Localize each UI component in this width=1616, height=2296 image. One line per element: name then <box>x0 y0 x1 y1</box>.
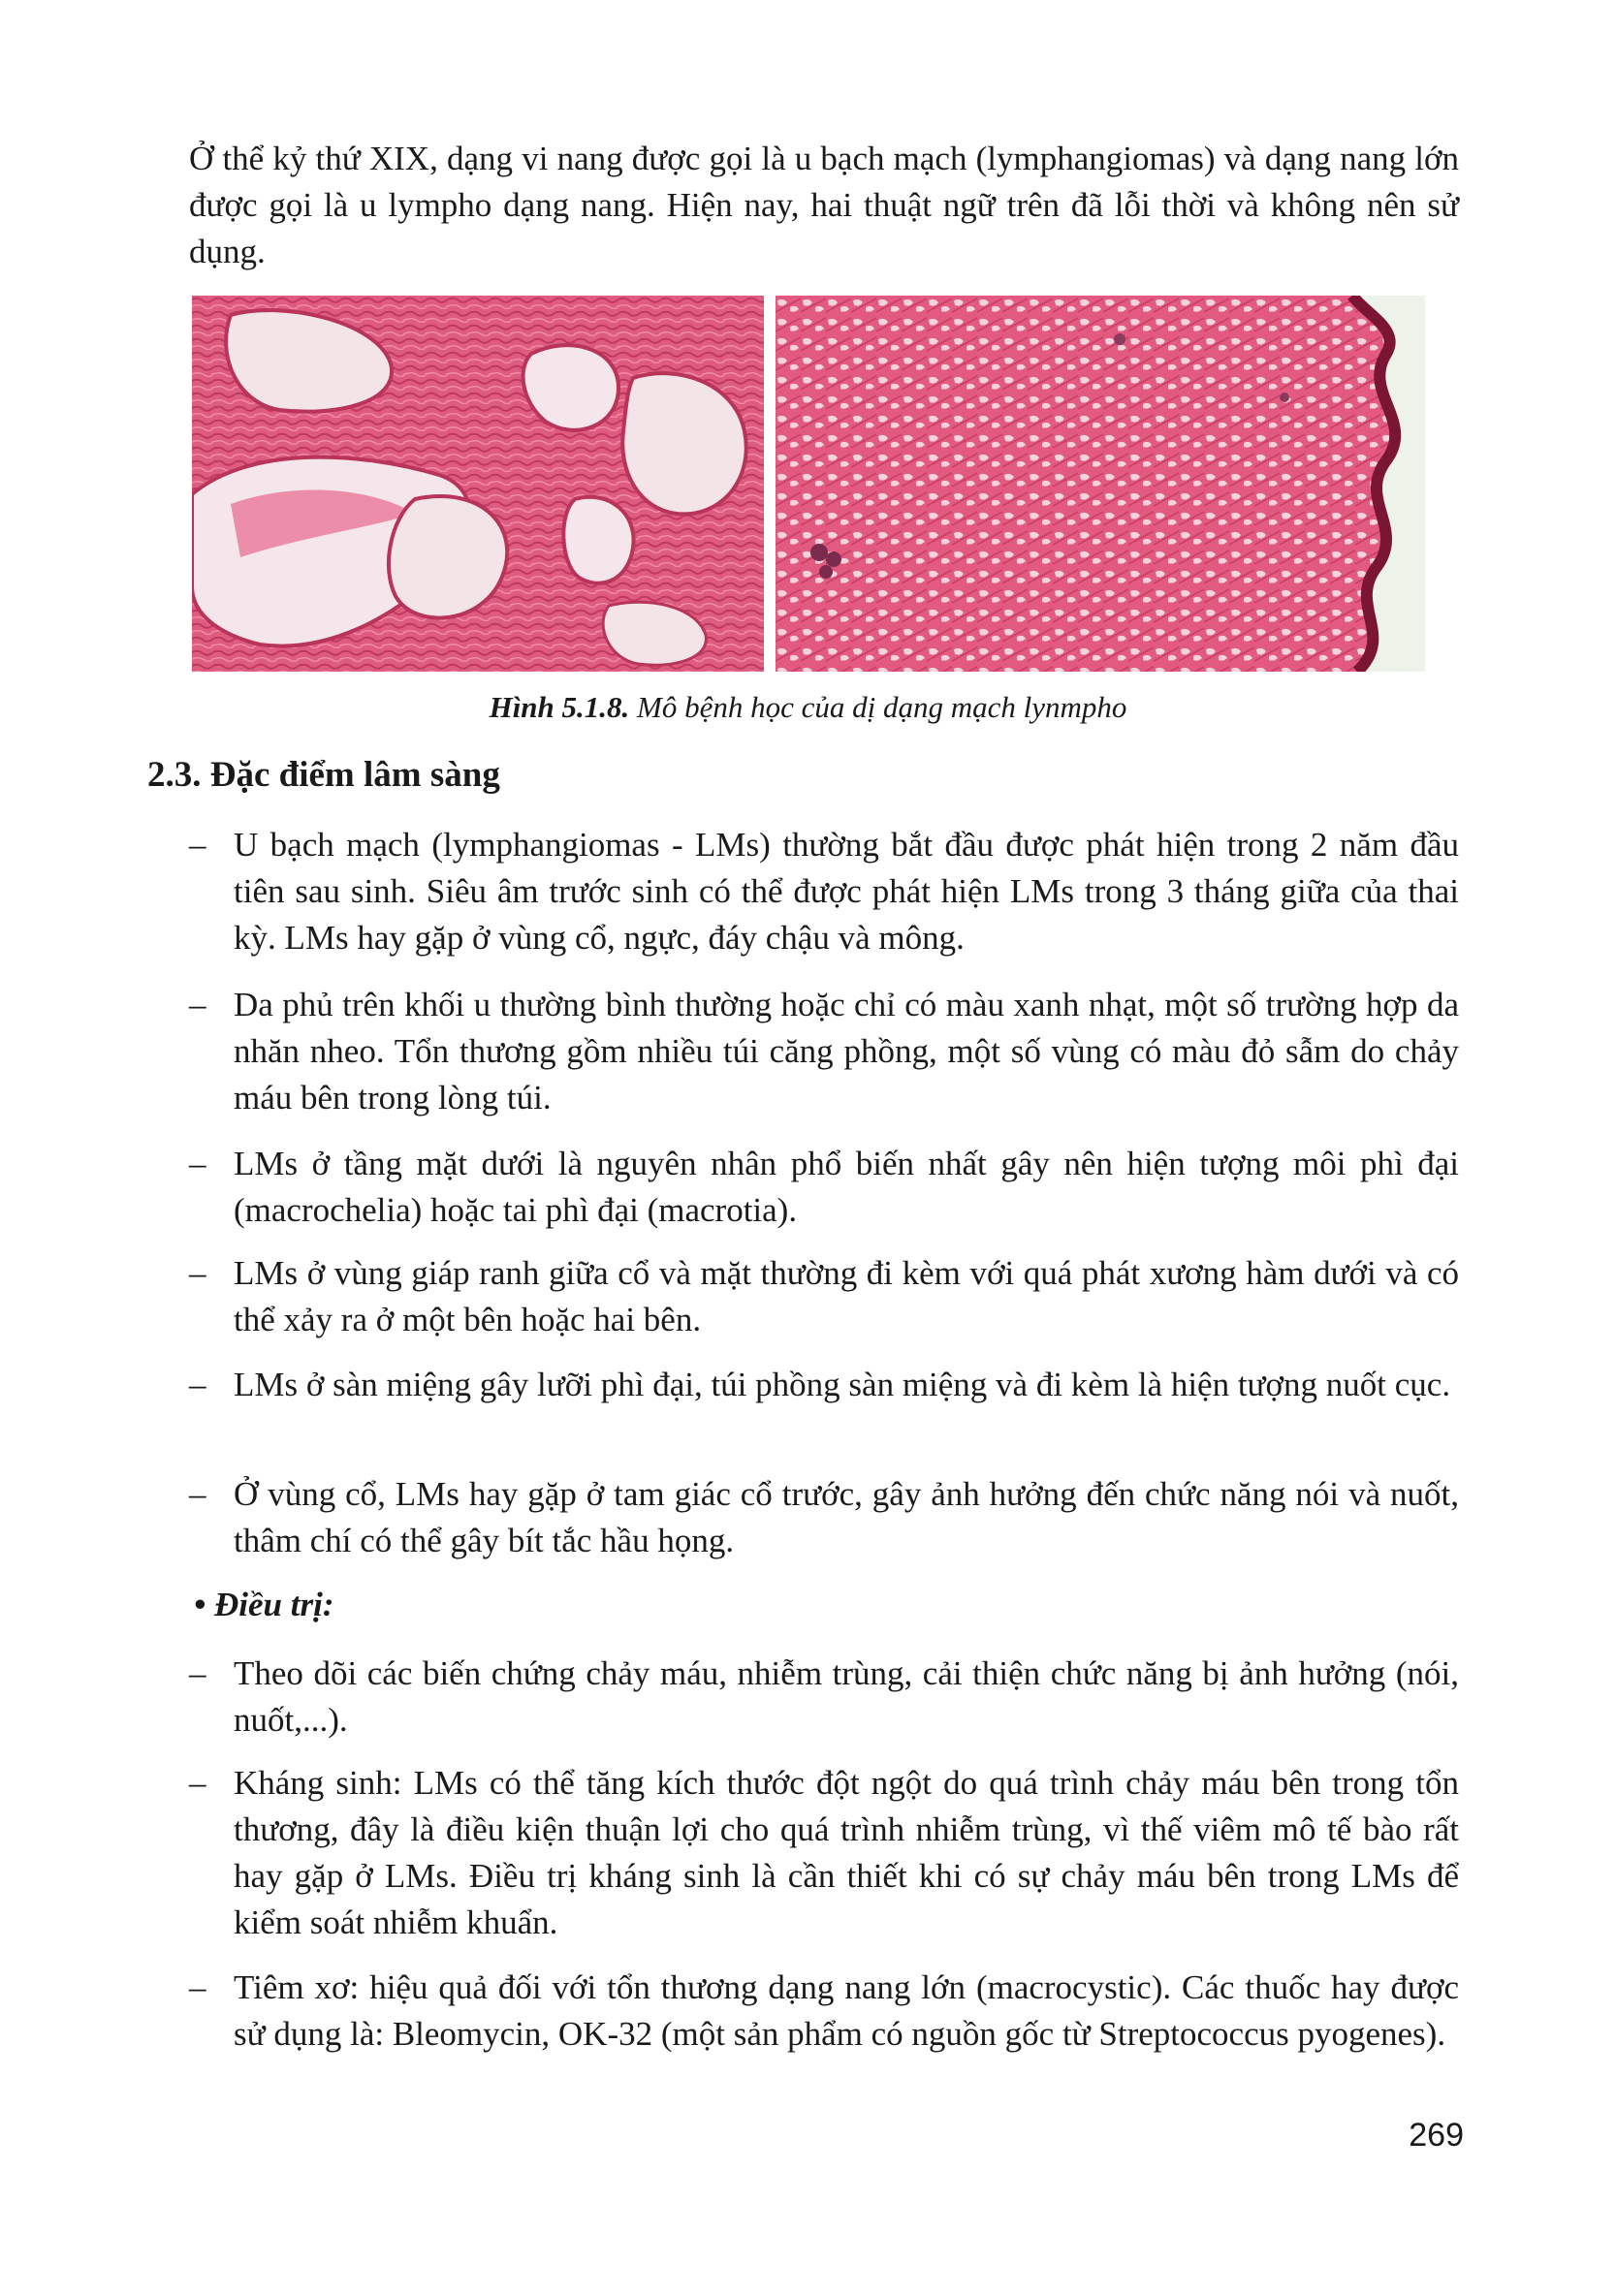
list-item-text: LMs ở vùng giáp ranh giữa cổ và mặt thường đi kèm với quá phát xương hàm dưới và có thể xảy ra ở một bên hoặc hai bên. <box>234 1254 1459 1338</box>
bullet-dash: – <box>189 1145 206 1182</box>
treatment-title: • Điều trị: <box>194 1586 334 1623</box>
list-item <box>189 1362 1459 1408</box>
treatment-item <box>189 1760 1459 1946</box>
bullet-dash: – <box>189 986 206 1023</box>
figure-label: Hình 5.1.8. <box>489 690 630 724</box>
bullet-dash: – <box>189 1366 206 1403</box>
section-heading: 2.3. Đặc điểm lâm sàng <box>147 755 500 795</box>
bullet-dash: – <box>189 1968 206 2006</box>
treatment-item <box>189 1965 1459 2058</box>
list-item <box>189 1250 1459 1343</box>
list-item-text: U bạch mạch (lymphangiomas - LMs) thường bắt đầu được phát hiện trong 2 năm đầu tiên sau sinh. Siêu âm trước sinh có thể được phát hiện LMs trong 3 tháng giữa của thai kỳ. LMs hay gặp ở vùng cổ, ngực, đáy chậu và mông. <box>234 826 1459 957</box>
list-item-text: Ở vùng cổ, LMs hay gặp ở tam giác cổ trước, gây ảnh hưởng đến chức năng nói và nuốt, thâm chí có thể gây bít tắc hầu họng. <box>234 1475 1459 1559</box>
list-item <box>189 822 1459 961</box>
histology-image-left <box>192 296 764 672</box>
intro-paragraph: Ở thể kỷ thứ XIX, dạng vi nang được gọi là u bạch mạch (lymphangiomas) và dạng nang lớn được gọi là u lympho dạng nang. Hiện nay, hai thuật ngữ trên đã lỗi thời và không nên sử dụng. <box>189 140 1459 270</box>
treatment-item <box>189 1651 1459 1744</box>
treatment-item-text: Kháng sinh: LMs có thể tăng kích thước đột ngột do quá trình chảy máu bên trong tổn thương, đây là điều kiện thuận lợi cho quá trình nhiễm trùng, vì thế viêm mô tế bào rất hay gặp ở LMs. Điều trị kháng sinh là cần thiết khi có sự chảy máu bên trong LMs để kiểm soát nhiễm khuẩn. <box>234 1764 1459 1941</box>
bullet-dash: – <box>189 1654 206 1692</box>
bullet-dash: – <box>189 1475 206 1513</box>
list-item-text: Da phủ trên khối u thường bình thường hoặc chỉ có màu xanh nhạt, một số trường hợp da nhăn nheo. Tổn thương gồm nhiều túi căng phồng, một số vùng có màu đỏ sẫm do chảy máu bên trong lòng túi. <box>234 986 1459 1117</box>
list-item-text: LMs ở tầng mặt dưới là nguyên nhân phổ biến nhất gây nên hiện tượng môi phì đại (macrochelia) hoặc tai phì đại (macrotia). <box>234 1145 1459 1229</box>
treatment-item-text: Tiêm xơ: hiệu quả đối với tổn thương dạng nang lớn (macrocystic). Các thuốc hay được sử dụng là: Bleomycin, OK-32 (một sản phẩm có nguồn gốc từ Streptococcus pyogenes). <box>234 1968 1459 2053</box>
list-item <box>189 1141 1459 1234</box>
treatment-item-text: Theo dõi các biến chứng chảy máu, nhiễm trùng, cải thiện chức năng bị ảnh hưởng (nói, nuốt,...). <box>234 1654 1459 1739</box>
list-item <box>189 982 1459 1121</box>
page-number: 269 <box>1409 2117 1464 2154</box>
list-item <box>189 1471 1459 1564</box>
histology-image-right <box>776 296 1425 672</box>
histology-figure <box>192 296 1425 672</box>
bullet-dash: – <box>189 826 206 864</box>
bullet-dash: – <box>189 1254 206 1292</box>
bullet-dash: – <box>189 1764 206 1802</box>
list-item-text: LMs ở sàn miệng gây lưỡi phì đại, túi phồng sàn miệng và đi kèm là hiện tượng nuốt cục. <box>234 1366 1451 1403</box>
figure-caption <box>0 690 1616 725</box>
figure-caption-text: Mô bệnh học của dị dạng mạch lynmpho <box>629 690 1127 724</box>
